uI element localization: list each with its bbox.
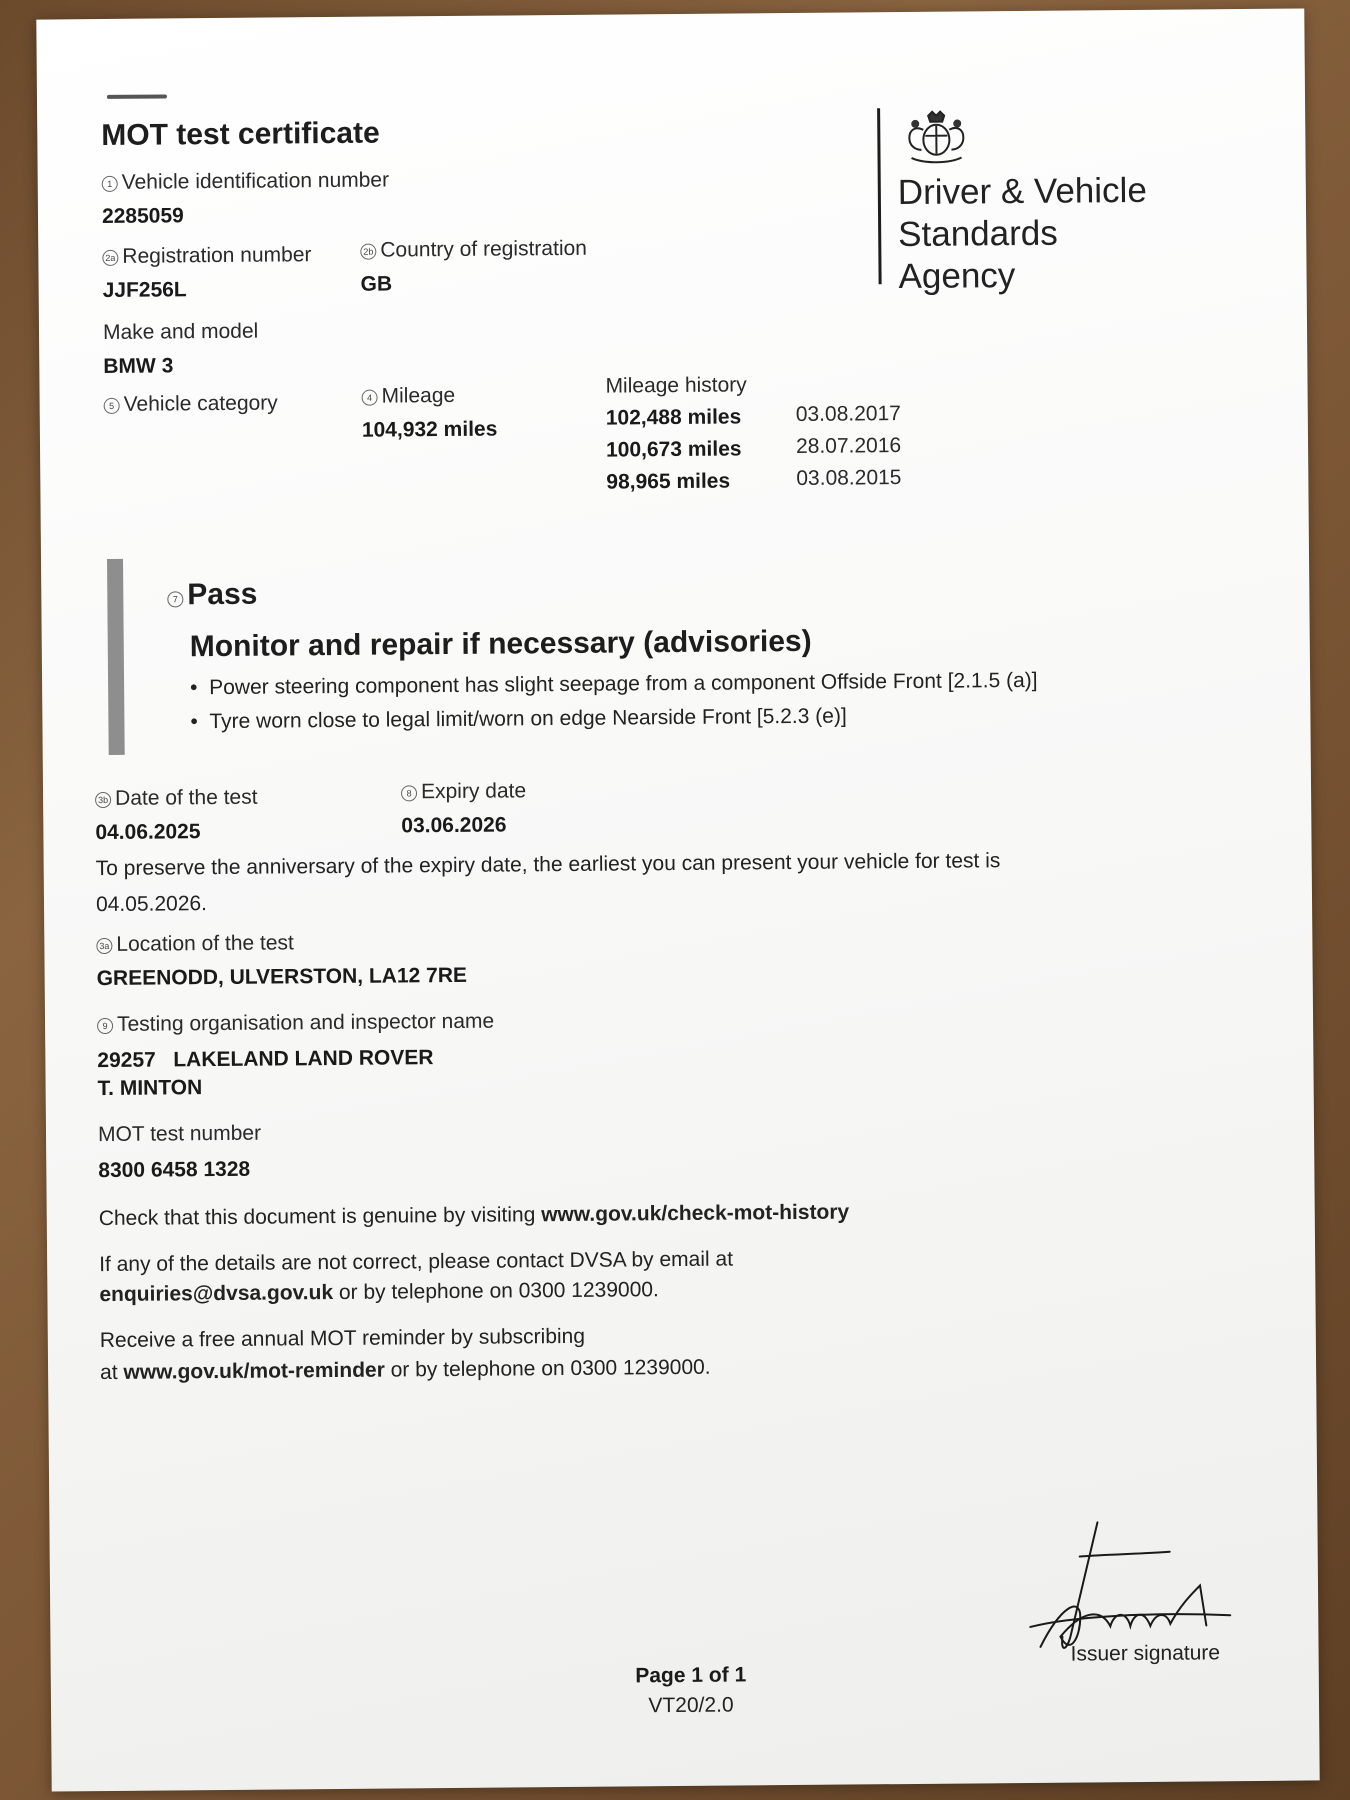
history-date: 28.07.2016 (795, 434, 902, 458)
test-date-value: 04.06.2025 (95, 820, 201, 845)
agency-name (898, 170, 1148, 298)
reminder-link[interactable]: www.gov.uk/mot-reminder (123, 1358, 385, 1384)
location-value: GREENODD, ULVERSTON, LA12 7RE (96, 963, 468, 991)
anniversary-date: 04.05.2026. (95, 892, 208, 917)
make-model-label: Make and model (102, 319, 259, 344)
test-date-label: 3b Date of the test (95, 786, 258, 811)
pen-mark (107, 94, 167, 99)
check-genuine-text: Check that this document is genuine by visiting www.gov.uk/check-mot-history (98, 1200, 850, 1231)
history-date: 03.08.2017 (795, 402, 901, 426)
result-bar (107, 559, 125, 755)
expiry-value: 03.06.2026 (401, 813, 507, 838)
contact-text: If any of the details are not correct, please contact DVSA by email at (99, 1247, 734, 1277)
form-code: VT20/2.0 (648, 1693, 734, 1718)
email-link[interactable]: enquiries@dvsa.gov.uk (99, 1281, 334, 1307)
mileage-history-label: Mileage history (605, 373, 747, 398)
contact-line: enquiries@dvsa.gov.uk or by telephone on 0300 1239000. (99, 1278, 659, 1307)
anniversary-text: To preserve the anniversary of the expiry date, the earliest you can present your vehicle for test is (95, 849, 1001, 881)
advisory-item: • Power steering component has slight seepage from a component Offside Front [2.1.5 (a)] (190, 668, 1038, 700)
history-date: 03.08.2015 (796, 466, 902, 490)
field-number: 5 (104, 398, 120, 414)
organisation-label: 9 Testing organisation and inspector name (97, 1010, 494, 1037)
field-number: 4 (362, 390, 378, 406)
advisories-title: Monitor and repair if necessary (advisories) (189, 624, 812, 664)
field-number: 3b (95, 792, 111, 808)
page-title: MOT test certificate (101, 116, 380, 153)
expiry-label: 8 Expiry date (401, 779, 526, 804)
royal-crest-icon (901, 109, 971, 166)
reminder-line: at www.gov.uk/mot-reminder or by telephone on 0300 1239000. (100, 1355, 711, 1385)
registration-label: 2a Registration number (102, 243, 311, 269)
field-number: 1 (102, 176, 118, 192)
mileage-label: 4 Mileage (361, 384, 455, 409)
field-number: 8 (401, 785, 417, 801)
check-mot-link[interactable]: www.gov.uk/check-mot-history (541, 1200, 850, 1227)
organisation-value: 29257 LAKELAND LAND ROVER (97, 1046, 434, 1073)
test-number-label: MOT test number (97, 1121, 262, 1147)
history-miles: 100,673 miles (605, 437, 742, 462)
agency-line: Agency (898, 256, 1016, 297)
category-label: 5 Vehicle category (104, 391, 278, 417)
make-model-value: BMW 3 (103, 354, 174, 378)
country-value: GB (360, 272, 393, 296)
vin-value: 2285059 (101, 204, 184, 228)
mileage-value: 104,932 miles (361, 417, 498, 442)
location-label: 3a Location of the test (96, 931, 294, 957)
page-number: Page 1 of 1 (635, 1663, 747, 1688)
reminder-text: Receive a free annual MOT reminder by subscribing (99, 1324, 586, 1353)
agency-line: Standards (898, 213, 1058, 255)
history-miles: 102,488 miles (605, 405, 742, 430)
certificate-paper (36, 9, 1319, 1792)
test-number-value: 8300 6458 1328 (98, 1157, 251, 1183)
issuer-signature-label: Issuer signature (1070, 1641, 1221, 1666)
inspector-name: T. MINTON (97, 1076, 203, 1101)
field-number: 2b (360, 244, 376, 260)
field-number: 2a (102, 250, 118, 266)
vin-label: 1 Vehicle identification number (102, 168, 390, 195)
field-number: 9 (97, 1018, 113, 1034)
advisory-item: • Tyre worn close to legal limit/worn on edge Nearside Front [5.2.3 (e)] (190, 704, 847, 734)
page-footer (611, 1663, 771, 1718)
registration-value: JJF256L (102, 278, 187, 302)
field-number: 7 (167, 591, 183, 607)
agency-line: Driver & Vehicle (897, 170, 1147, 213)
field-number: 3a (96, 938, 112, 954)
agency-divider (877, 108, 882, 284)
history-miles: 98,965 miles (606, 469, 731, 494)
country-label: 2b Country of registration (360, 237, 587, 263)
result-status: 7 Pass (167, 578, 257, 613)
